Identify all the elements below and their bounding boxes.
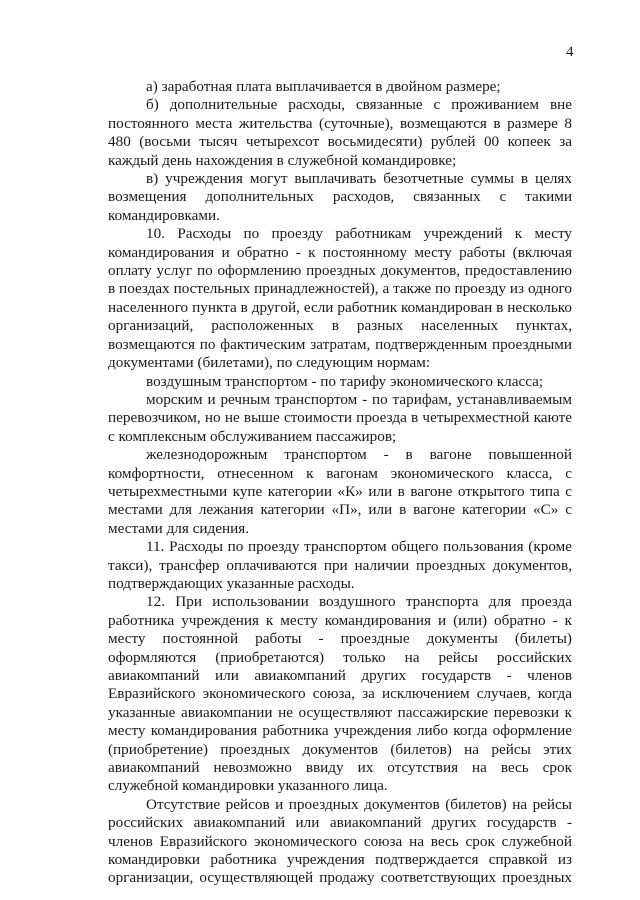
paragraph-12-air-tickets: 12. При использовании воздушного транспорта для проезда работника учреждения к месту командирования и (или) обратно - к месту постоянной работы - проездные документы (билеты) оформляются (приобретаются) только на рейсы российских авиакомпаний или авиакомпаний других государств - членов Евразийского экономического союза, за исключением случаев, когда указанные авиакомпании не осуществляют пассажирские перевозки к месту командирования работника учреждения либо когда оформление (приобретение) проездных документов (билетов) на рейсы этих авиакомпаний невозможно ввиду их отсутствия на весь срок служебной командировки указанного лица. bbox=[108, 593, 572, 795]
paragraph-b-per-diem: б) дополнительные расходы, связанные с проживанием вне постоянного места жительства (суточные), возмещаются в размере 8 480 (восьми тысяч четырехсот восьмидесяти) рублей 00 копеек за каждый день нахождения в служебной командировке; bbox=[108, 96, 572, 169]
paragraph-rail-transport: железнодорожным транспортом - в вагоне повышенной комфортности, отнесенном к вагонам экономического класса, с четырехместными купе категории «К» или в вагоне открытого типа с местами для лежания категории «П», или в вагоне категории «С» с местами для сидения. bbox=[108, 446, 572, 537]
page-number: 4 bbox=[566, 44, 574, 60]
paragraph-11-public-transport: 11. Расходы по проезду транспортом общего пользования (кроме такси), трансфер оплачиваются при наличии проездных документов, подтверждающих указанные расходы. bbox=[108, 538, 572, 592]
paragraph-c-lump-sums: в) учреждения могут выплачивать безотчетные суммы в целях возмещения дополнительных расходов, связанных с такими командировками. bbox=[108, 170, 572, 224]
paragraph-sea-river-transport: морским и речным транспортом - по тарифам, устанавливаемым перевозчиком, но не выше стоимости проезда в четырехместной каюте с комплексным обслуживанием пассажиров; bbox=[108, 390, 572, 445]
paragraph-air-transport: воздушным транспортом - по тарифу экономического класса; bbox=[146, 372, 544, 390]
paragraph-a-salary: а) заработная плата выплачивается в двойном размере; bbox=[146, 78, 501, 95]
paragraph-absence-of-flights: Отсутствие рейсов и проездных документов (билетов) на рейсы российских авиакомпаний или авиакомпаний других государств - членов Евразийского экономического союза на весь срок служебной командировки работника учреждения подтверждается справкой из организации, осуществляющей продажу соответствующих проездных bbox=[108, 795, 572, 887]
document-body bbox=[108, 78, 572, 888]
paragraph-10-travel-expenses: 10. Расходы по проезду работникам учреждений к месту командирования и обратно - к постоянному месту работы (включая оплату услуг по оформлению проездных документов, предоставлению в поездах постельных принадлежностей), а также по проезду из одного населенного пункта в другой, если работник командирован в несколько организаций, расположенных в разных населенных пунктах, возмещаются по фактическим затратам, подтвержденным проездными документами (билетами), по следующим нормам: bbox=[108, 225, 572, 372]
